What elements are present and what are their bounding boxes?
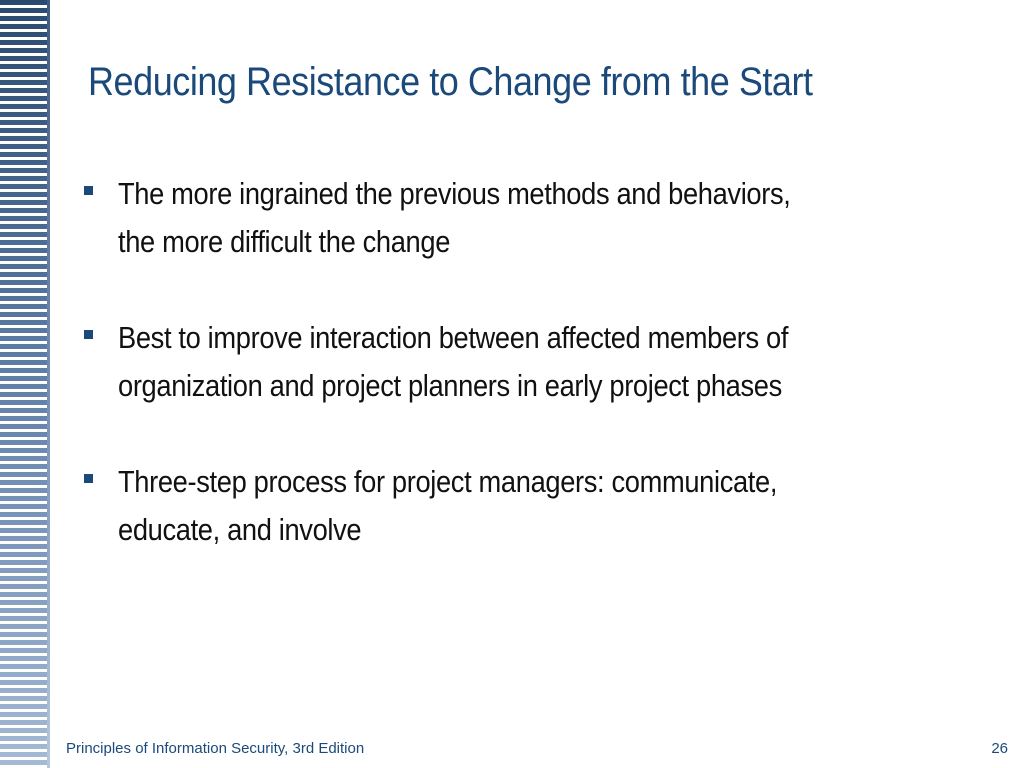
bullet-line: organization and project planners in early project phases [118,368,782,403]
square-bullet-icon [84,186,93,195]
square-bullet-icon [84,474,93,483]
bullet-item [84,170,984,266]
bullet-text [118,458,998,554]
bullet-line: Three-step process for project managers: communicate, [118,464,778,499]
bullet-line: educate, and involve [118,512,362,547]
bullet-line: Best to improve interaction between affected members of [118,320,789,355]
slide-title: Reducing Resistance to Change from the Start [88,60,813,104]
footer-course-title: Principles of Information Security, 3rd Edition [66,740,365,757]
bullet-text [118,170,998,266]
footer-page-number: 26 [991,740,1008,757]
bullet-line: the more difficult the change [118,224,451,259]
bullet-list [84,170,984,602]
bullet-text [118,314,998,410]
decorative-stripe-bar [0,0,50,768]
bullet-item [84,314,984,410]
bullet-line: The more ingrained the previous methods and behaviors, [118,176,791,211]
square-bullet-icon [84,330,93,339]
bullet-item [84,458,984,554]
